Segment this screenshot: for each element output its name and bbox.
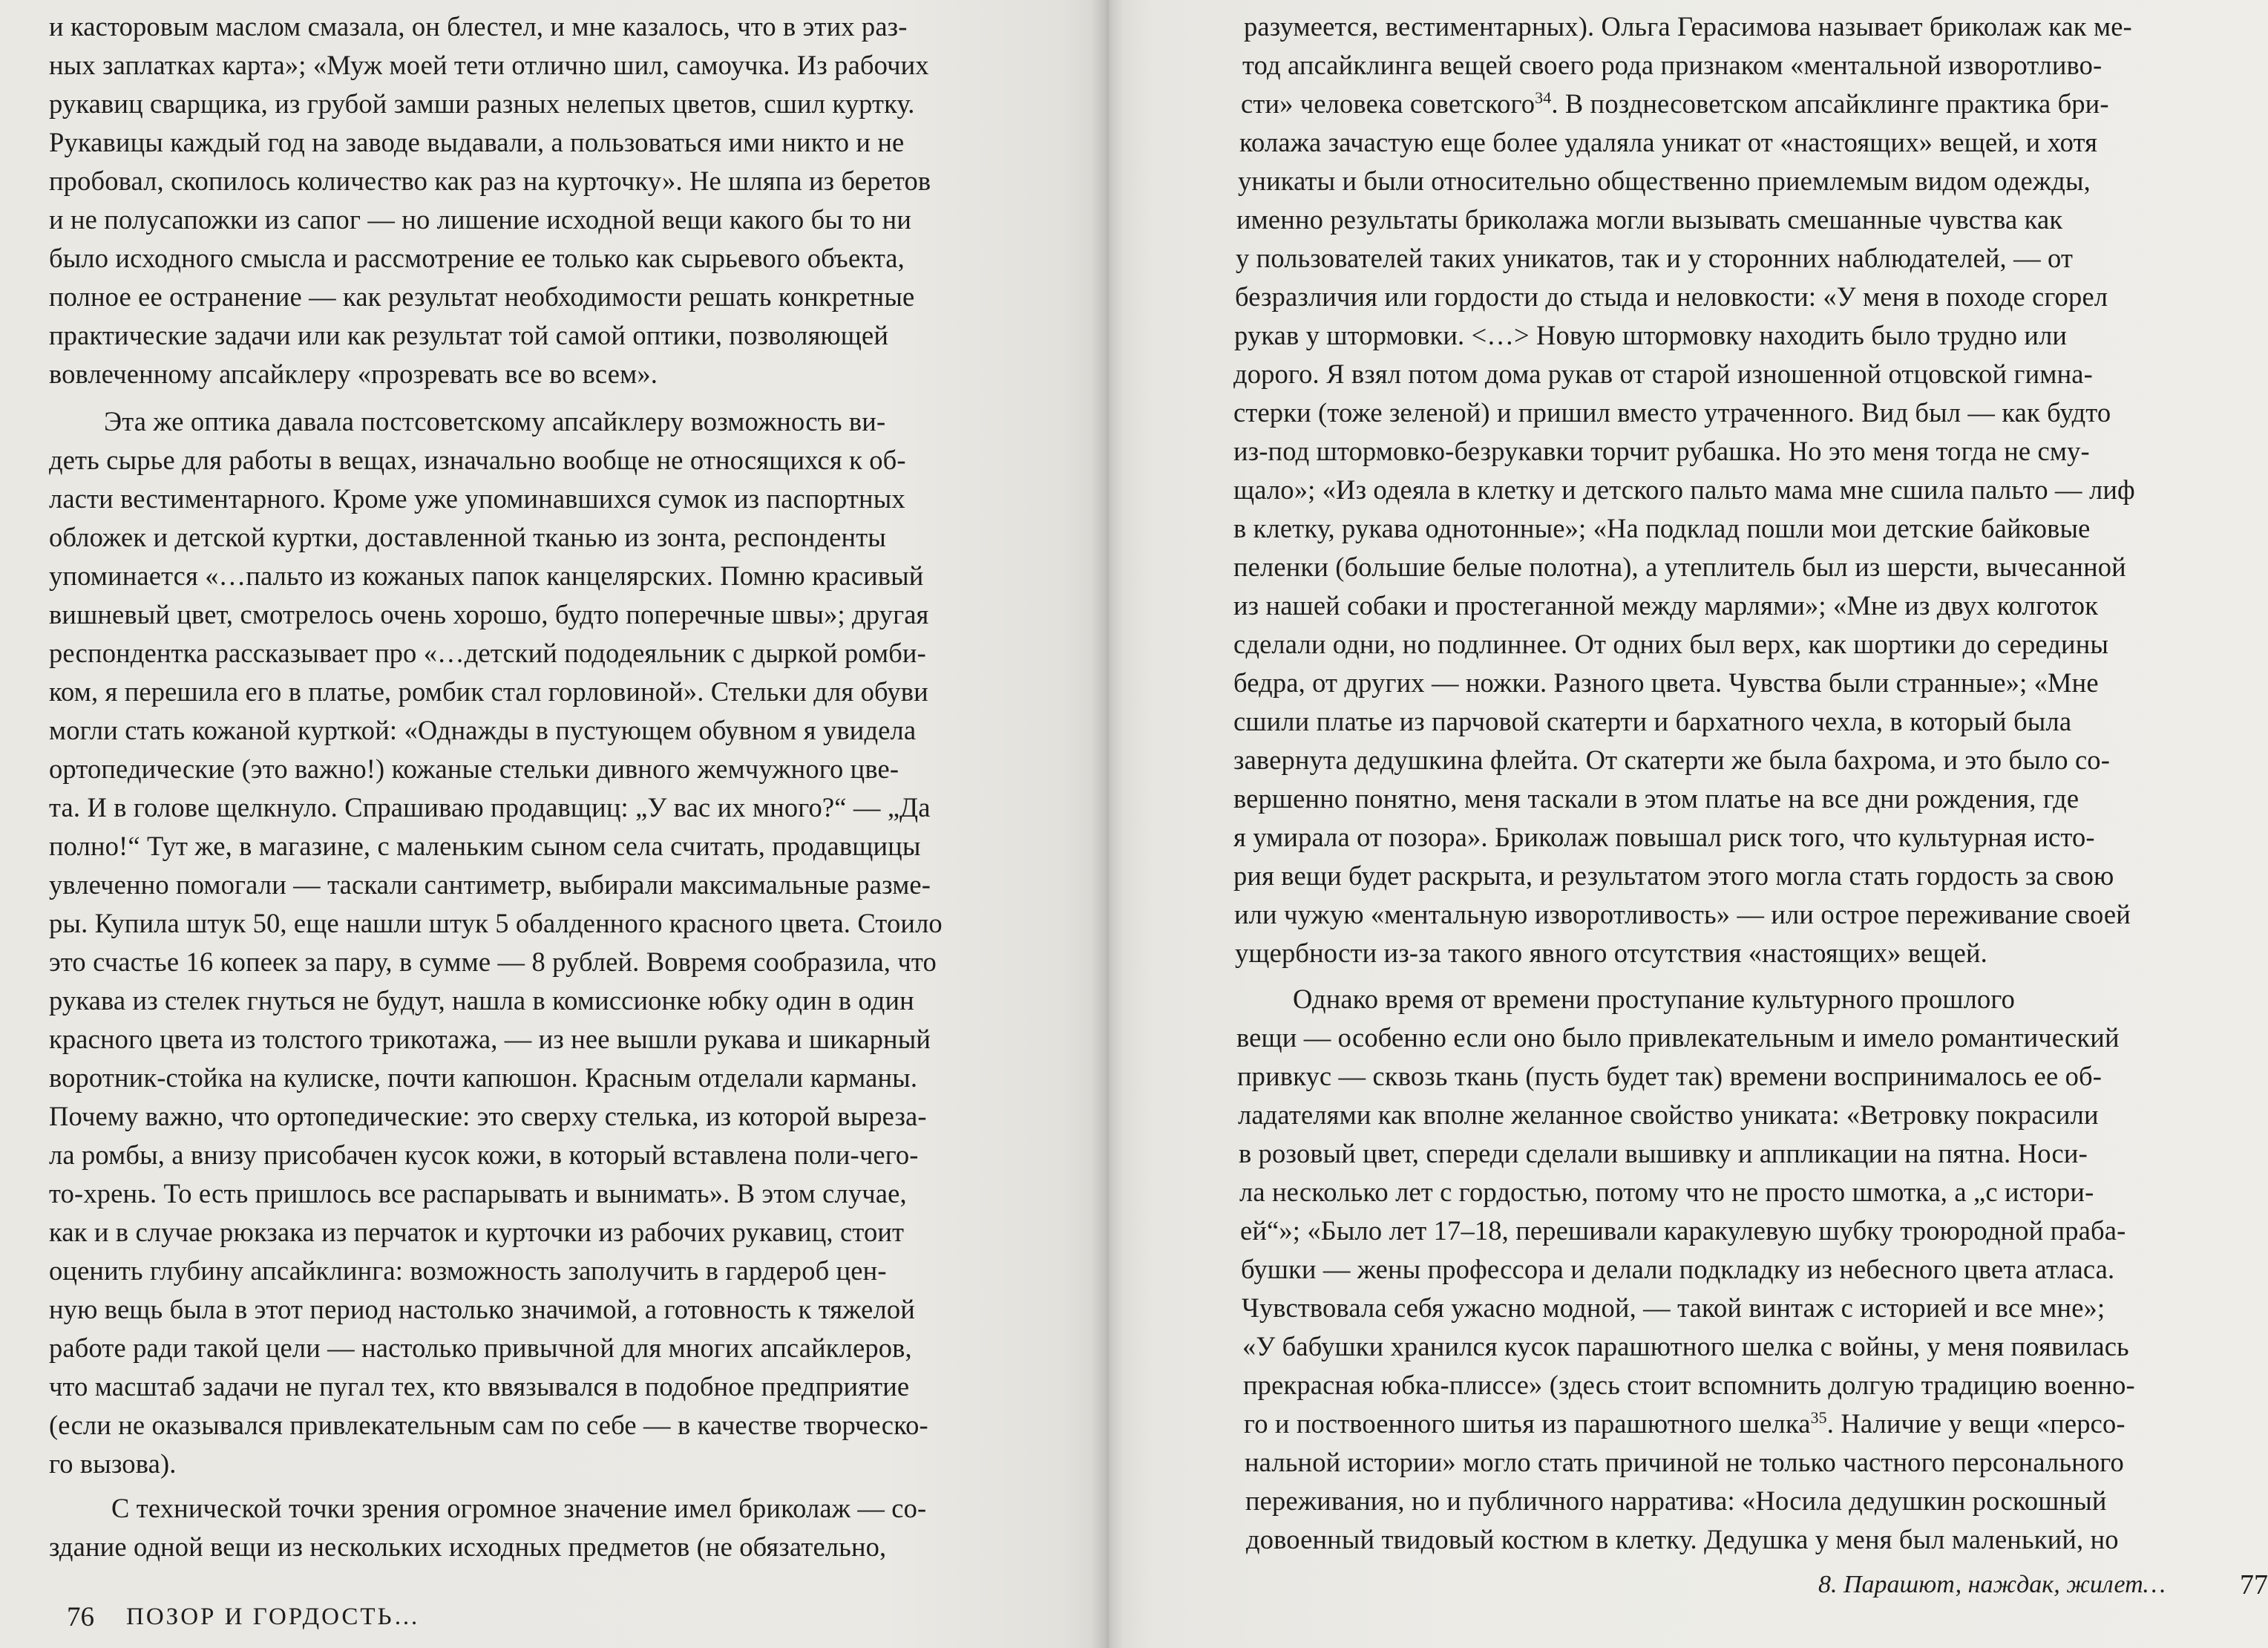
text-line: рукав у штормовки. <…> Новую штормовку находить было трудно или <box>1234 320 2068 350</box>
text-line: го вызова). <box>49 1448 177 1479</box>
running-head-left: ПОЗОР И ГОРДОСТЬ… <box>126 1603 421 1630</box>
text-line: работе ради такой цели — настолько привычной для многих апсайклеров, <box>49 1333 912 1363</box>
text-line: вишневый цвет, смотрелось очень хорошо, будто поперечные швы»; другая <box>49 599 929 630</box>
text-line: именно результаты бриколажа могли вызывать смешанные чувства как <box>1236 204 2063 235</box>
book-gutter <box>1091 0 1124 1648</box>
text-line: или чужую «ментальную изворотливость» — или острое переживание своей <box>1234 899 2131 929</box>
text-line: нальной истории» могло стать причиной не только частного персонального <box>1245 1447 2124 1477</box>
text-line: ла ромбы, а внизу присобачен кусок кожи, в который вставлена поли-чего- <box>49 1139 919 1170</box>
text-fragment: го и поствоенного шитья из парашютного шелка <box>1244 1408 1811 1439</box>
paragraph-first-line: С технической точки зрения огромное значение имел бриколаж — со- <box>111 1493 927 1523</box>
text-line: щало»; «Из одеяла в клетку и детского пальто мама мне сшила пальто — лиф <box>1233 474 2135 505</box>
text-line: ком, я перешила его в платье, ромбик стал горловиной». Стельки для обуви <box>49 676 928 707</box>
page-number-left: 76 <box>67 1602 94 1632</box>
text-line: ортопедические (это важно!) кожаные стельки дивного жемчужного цве- <box>49 753 899 784</box>
text-line: рукавиц сварщика, из грубой замши разных нелепых цветов, сшил куртку. <box>49 88 915 119</box>
text-line: завернута дедушкина флейта. От скатерти же была бахрома, и это было со- <box>1233 745 2111 775</box>
text-line: ей“»; «Было лет 17–18, перешивали каракулевую шубку троюродной праба- <box>1240 1215 2126 1246</box>
footnote-ref: 35 <box>1810 1407 1827 1427</box>
text-line: сшили платье из парчовой скатерти и бархатного чехла, в который была <box>1233 706 2072 736</box>
text-line: увлеченно помогали — таскали сантиметр, выбирали максимальные разме- <box>49 869 931 900</box>
text-line: практические задачи или как результат той самой оптики, позволяющей <box>49 320 889 350</box>
text-fragment: . Наличие у вещи «персо- <box>1826 1408 2126 1439</box>
text-line: это счастье 16 копеек за пару, в сумме — 8 рублей. Вовремя сообразила, что <box>49 946 937 977</box>
paragraph-first-line: Однако время от времени проступание культурного прошлого <box>1293 984 2015 1014</box>
text-line: ласти вестиментарного. Кроме уже упоминавшихся сумок из паспортных <box>49 483 905 514</box>
text-line: уникаты и были относительно общественно приемлемым видом одежды, <box>1238 166 2091 196</box>
text-line: разумеется, вестиментарных). Ольга Герасимова называет бриколаж как ме- <box>1244 11 2132 42</box>
text-line: вершенно понятно, меня таскали в этом платье на все дни рождения, где <box>1233 783 2079 814</box>
text-line: то-хрень. То есть пришлось все распарывать и вынимать». В этом случае, <box>49 1178 907 1209</box>
text-line: бушки — жены профессора и делали подкладку из небесного цвета атласа. <box>1241 1254 2115 1284</box>
text-line: как и в случае рюкзака из перчаток и курточки из рабочих рукавиц, стоит <box>49 1217 905 1247</box>
text-line: и не полусапожки из сапог — но лишение исходной вещи какого бы то ни <box>49 204 912 235</box>
text-line: ладателями как вполне желанное свойство униката: «Ветровку покрасили <box>1238 1099 2099 1130</box>
text-line: Рукавицы каждый год на заводе выдавали, а пользоваться ими никто и не <box>49 127 905 157</box>
text-line: бедра, от других — ножки. Разного цвета. Чувства были странные»; «Мне <box>1233 667 2099 698</box>
text-line: деть сырье для работы в вещах, изначально вообще не относящихся к об- <box>49 445 906 475</box>
text-line: рия вещи будет раскрыта, и результатом этого могла стать гордость за свою <box>1233 860 2114 891</box>
text-line: было исходного смысла и рассмотрение ее только как сырьевого объекта, <box>49 243 905 273</box>
text-line: воротник-стойка на кулиске, почти капюшон. Красным отделали карманы. <box>49 1062 918 1093</box>
text-line: я умирала от позора». Бриколаж повышал риск того, что культурная исто- <box>1233 822 2095 852</box>
text-line: что масштаб задачи не пугал тех, кто ввязывался в подобное предприятие <box>49 1371 910 1402</box>
text-line: сделали одни, но подлиннее. От одних был верх, как шортики до середины <box>1233 629 2109 659</box>
text-line: могли стать кожаной курткой: «Однажды в пустующем обувном я увидела <box>49 715 917 745</box>
text-line: у пользователей таких уникатов, так и у сторонних наблюдателей, — от <box>1236 243 2074 273</box>
text-fragment: . В позднесоветском апсайклинге практика бри- <box>1551 88 2109 119</box>
text-line: упоминается «…пальто из кожаных папок канцелярских. Помню красивый <box>49 560 924 591</box>
text-line: безразличия или гордости до стыда и неловкости: «У меня в походе сгорел <box>1235 281 2108 312</box>
text-line: респондентка рассказывает про «…детский пододеяльник с дыркой ромби- <box>49 638 926 668</box>
text-line: тод апсайклинга вещей своего рода признаком «ментальной изворотливо- <box>1242 50 2103 80</box>
text-line: вещи — особенно если оно было привлекательным и имело романтический <box>1236 1022 2120 1053</box>
footnote-ref: 34 <box>1535 88 1552 107</box>
text-line: привкус — сквозь ткань (пусть будет так) времени воспринималось ее об- <box>1237 1061 2103 1091</box>
text-line: дорого. Я взял потом дома рукав от старой изношенной отцовской гимна- <box>1233 359 2093 389</box>
text-line: здание одной вещи из нескольких исходных предметов (не обязательно, <box>49 1531 887 1562</box>
text-line: Чувствовала себя ужасно модной, — такой винтаж с историей и все мне»; <box>1242 1292 2105 1323</box>
text-line: прекрасная юбка-плиссе» (здесь стоит вспомнить долгую традицию военно- <box>1243 1370 2135 1400</box>
text-line: в клетку, рукава однотонные»; «На подклад пошли мои детские байковые <box>1233 513 2091 543</box>
text-line: колажа зачастую еще более удаляла уникат от «настоящих» вещей, и хотя <box>1239 127 2098 157</box>
text-line: обложек и детской куртки, доставленной тканью из зонта, респонденты <box>49 522 886 552</box>
text-line: «У бабушки хранился кусок парашютного шелка с войны, у меня появилась <box>1242 1331 2129 1361</box>
text-line: оценить глубину апсайклинга: возможность заполучить в гардероб цен- <box>49 1255 887 1286</box>
text-line: пеленки (большие белые полотна), а утеплитель был из шерсти, вычесанной <box>1233 552 2126 582</box>
text-line: ных заплатках карта»; «Муж моей тети отлично шил, самоучка. Из рабочих <box>49 50 929 80</box>
text-line <box>1244 1407 2126 1439</box>
text-line: та. И в голове щелкнуло. Спрашиваю продавщиц: „У вас их много?“ — „Да <box>49 792 931 823</box>
paragraph-first-line: Эта же оптика давала постсоветскому апсайклеру возможность ви- <box>104 406 886 436</box>
text-line: в розовый цвет, спереди сделали вышивку и аппликации на пятна. Носи- <box>1239 1138 2088 1168</box>
text-line: полно!“ Тут же, в магазине, с маленьким сыном села считать, продавщицы <box>49 831 921 861</box>
text-line: из-под штормовко-безрукавки торчит рубашка. Но это меня тогда не сму- <box>1233 436 2090 466</box>
text-line <box>1241 88 2109 119</box>
text-line: ущербности из-за такого явного отсутствия «настоящих» вещей. <box>1235 938 1987 968</box>
text-line: довоенный твидовый костюм в клетку. Дедушка у меня был маленький, но <box>1246 1524 2119 1554</box>
running-head-right: 8. Парашют, наждак, жилет… <box>1818 1571 2166 1598</box>
left-page <box>0 0 1106 1648</box>
text-fragment: сти» человека советского <box>1241 88 1536 119</box>
text-line: полное ее остранение — как результат необходимости решать конкретные <box>49 281 915 312</box>
page-number-right: 77 <box>2240 1569 2268 1600</box>
text-line: стерки (тоже зеленой) и пришил вместо утраченного. Вид был — как будто <box>1233 397 2111 428</box>
text-line: и касторовым маслом смазала, он блестел, и мне казалось, что в этих раз- <box>49 11 908 42</box>
text-line: пробовал, скопилось количество как раз на курточку». Не шляпа из беретов <box>49 166 931 196</box>
text-line: ла несколько лет с гордостью, потому что не просто шмотка, а „с истори- <box>1239 1177 2094 1207</box>
text-line: рукава из стелек гнуться не будут, нашла в комиссионке юбку один в один <box>49 985 914 1016</box>
text-line: ную вещь была в этот период настолько значимой, а готовность к тяжелой <box>49 1294 915 1324</box>
text-line: красного цвета из толстого трикотажа, — из нее вышли рукава и шикарный <box>49 1024 931 1054</box>
text-line: ры. Купила штук 50, еще нашли штук 5 обалденного красного цвета. Стоило <box>49 908 943 938</box>
text-line: вовлеченному апсайклеру «прозревать все во всем». <box>49 359 658 389</box>
text-line: переживания, но и публичного нарратива: «Носила дедушкин роскошный <box>1245 1485 2107 1516</box>
text-line: из нашей собаки и простеганной между марлями»; «Мне из двух колготок <box>1233 590 2099 621</box>
text-line: (если не оказывался привлекательным сам по себе — в качестве творческо- <box>49 1410 928 1440</box>
text-line: Почему важно, что ортопедические: это сверху стелька, из которой выреза- <box>49 1101 927 1131</box>
right-page <box>1106 0 2268 1648</box>
